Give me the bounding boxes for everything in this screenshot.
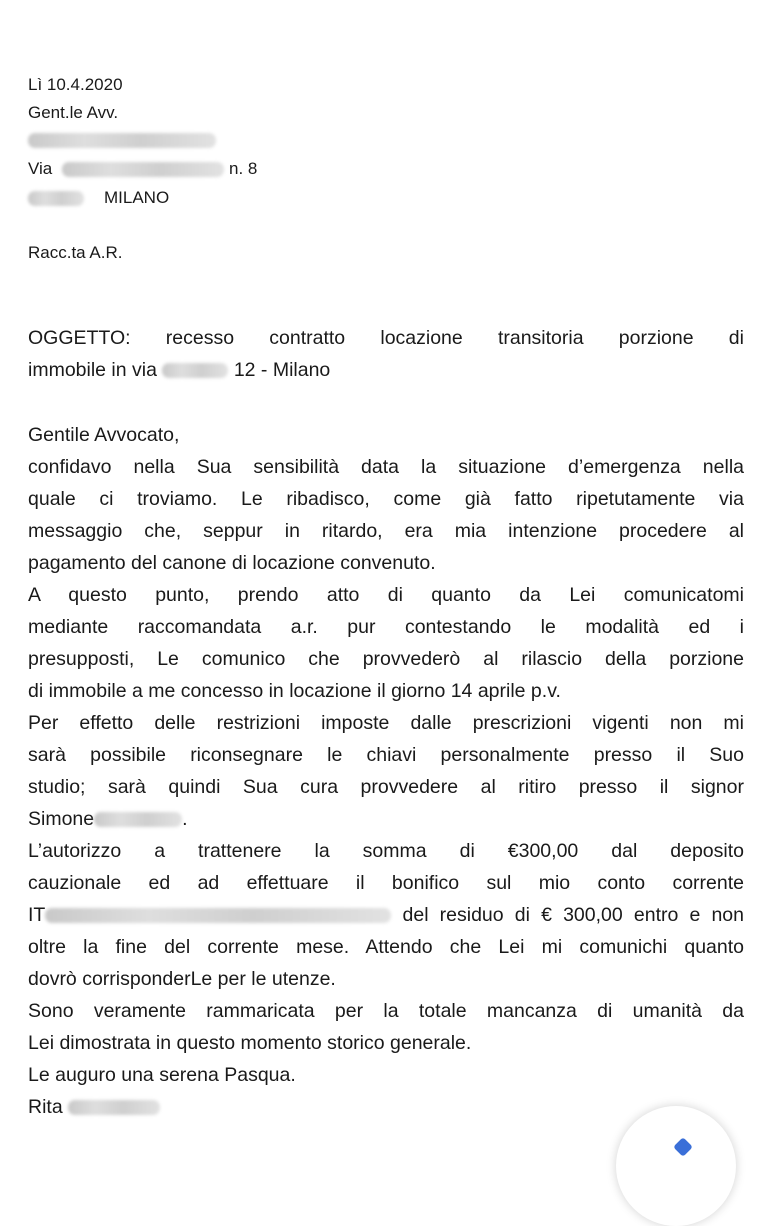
body-line: mediante raccomandata a.r. pur contestando le modalità ed i <box>28 616 744 638</box>
signature-name: Rita <box>28 1096 63 1118</box>
body-line: quale ci troviamo. Le ribadisco, come già fatto ripetutamente via <box>28 488 744 510</box>
subject-word: recesso <box>165 327 235 349</box>
subject-word: OGGETTO: <box>28 327 131 349</box>
body-line: pagamento del canone di locazione convenuto. <box>28 552 436 574</box>
subject-word: porzione <box>618 327 694 349</box>
body-line: A questo punto, prendo atto di quanto da Lei comunicatomi <box>28 584 744 606</box>
subject-line-2-suffix: 12 - Milano <box>233 359 331 381</box>
subject-word: locazione <box>380 327 463 349</box>
body-line: dovrò corrisponderLe per le utenze. <box>28 968 336 990</box>
redacted-street <box>162 363 228 378</box>
redacted-recipient-name <box>28 133 216 148</box>
recipient-title: Gent.le Avv. <box>28 103 119 122</box>
simone-line <box>28 807 188 831</box>
redacted-surname <box>94 812 182 827</box>
body-line: oltre la fine del corrente mese. Attendo che Lei mi comunichi quanto <box>28 936 744 958</box>
simone-name: Simone <box>28 808 95 830</box>
body-line: Sono veramente rammaricata per la totale mancanza di umanità da <box>28 1000 744 1022</box>
redacted-street-name <box>62 162 224 177</box>
subject-line-2 <box>28 358 330 382</box>
body-line: cauzionale ed ad effettuare il bonifico sul mio conto corrente <box>28 872 744 894</box>
body-line: di immobile a me concesso in locazione il giorno 14 aprile p.v. <box>28 680 561 702</box>
body-line: L’autorizzo a trattenere la somma di €300,00 dal deposito <box>28 840 744 862</box>
floating-action-button[interactable] <box>616 1106 736 1226</box>
redacted-iban <box>45 908 391 923</box>
subject-word: di <box>728 327 744 349</box>
delivery-mode: Racc.ta A.R. <box>28 243 123 262</box>
iban-suffix: del residuo di € 300,00 entro e non <box>402 904 744 926</box>
body-line: Per effetto delle restrizioni imposte dalle prescrizioni vigenti non mi <box>28 712 744 734</box>
letter-date: Lì 10.4.2020 <box>28 75 123 94</box>
body-line: Le auguro una serena Pasqua. <box>28 1064 296 1086</box>
body-line: studio; sarà quindi Sua cura provvedere al ritiro presso il signor <box>28 776 744 798</box>
body-line: presupposti, Le comunico che provvederò al rilascio della porzione <box>28 648 744 670</box>
iban-prefix: IT <box>28 904 46 926</box>
salutation: Gentile Avvocato, <box>28 424 180 446</box>
redacted-signature-surname <box>68 1100 160 1115</box>
body-line: confidavo nella Sua sensibilità data la situazione d’emergenza nella <box>28 456 744 478</box>
subject-word: transitoria <box>497 327 584 349</box>
simone-end: . <box>182 808 188 830</box>
street-number: n. 8 <box>229 159 258 178</box>
body-line: messaggio che, seppur in ritardo, era mia intenzione procedere al <box>28 520 744 542</box>
subject-line-2-prefix: immobile in via <box>28 359 157 381</box>
iban-line <box>28 903 744 927</box>
subject-line-1 <box>28 326 744 350</box>
street-prefix: Via <box>28 159 53 178</box>
subject-word: contratto <box>269 327 346 349</box>
city: MILANO <box>104 188 170 207</box>
redacted-postal-code <box>28 191 84 206</box>
body-line: sarà possibile riconsegnare le chiavi personalmente presso il Suo <box>28 744 744 766</box>
body-line: Lei dimostrata in questo momento storico generale. <box>28 1032 472 1054</box>
signature <box>28 1095 160 1119</box>
